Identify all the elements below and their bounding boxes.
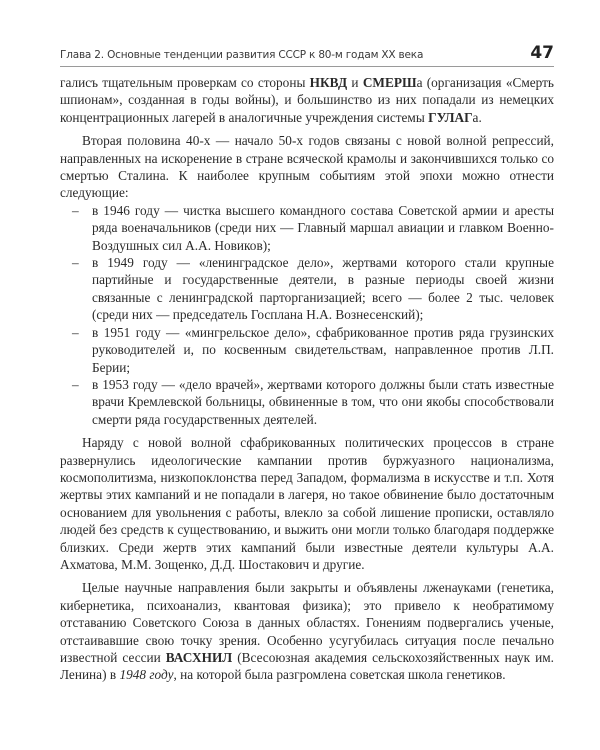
text-run: а.: [472, 109, 482, 125]
term-gulag: ГУЛАГ: [428, 109, 473, 125]
text-run: (Всесоюзная академия сельскохозяйственных наук им. Ленина) в: [60, 650, 554, 683]
list-dash: –: [72, 324, 79, 340]
list-dash: –: [72, 255, 79, 271]
list-item-text: в 1953 году — «дело врачей», жертвами которого должны были стать известные врачи Кремлевской больницы, обвиненные в том, что они якобы способствовали смерти ряда государственных деятелей.: [92, 376, 554, 427]
list-item-text: в 1951 году — «мингрельское дело», сфабрикованное против ряда грузинских руководителей и, по косвенным свидетельствам, направленное против Л.П. Берии;: [92, 324, 554, 375]
paragraph-campaigns: Наряду с новой волной сфабрикованных политических процессов в стране развернулись идеологические кампании против буржуазного национализма, космополитизма, низкопоклонства перед Западом, формализма в искусстве и т.п. Хотя жертвы этих кампаний и не попадали в лагеря, но такое обвинение было достаточным основанием для увольнения с работы, влекло за собой лишение прописки, оставляло людей без средств к существованию, и выжить они могли только благодаря поддержке близких. Среди жертв этих кампаний были известные деятели культуры А.А. Ахматова, М.М. Зощенко, Д.Д. Шостакович и другие.: [60, 435, 554, 572]
text-run: , на которой была разгромлена советская школа генетиков.: [173, 667, 506, 683]
term-vaskhnil: ВАСХНИЛ: [165, 650, 233, 665]
body-text: [60, 74, 554, 684]
year-1948: 1948 году: [119, 667, 174, 683]
paragraph-science: [60, 579, 554, 683]
text-run: а (организация «Смерть шпионам», созданная в годы войны), и большинство из них попадали из немецких концентрационных лагерей в аналогичные учреждения системы: [60, 75, 554, 125]
list-item: [72, 376, 554, 428]
list-dash: –: [72, 202, 79, 218]
term-smersh: СМЕРШ: [362, 75, 417, 90]
paragraph-continued: [60, 74, 554, 126]
list-item: [72, 324, 554, 376]
paragraph-repressions: Вторая половина 40-х — начало 50-х годов связаны с новой волной репрессий, направленных на искоренение в стране всяческой крамолы и закончившихся только со смертью Сталина. К наиболее крупным событиям этой эпохи можно отнести следующие:: [60, 133, 554, 201]
running-header: [60, 40, 554, 67]
term-nkvd: НКВД: [309, 75, 348, 90]
chapter-title: Глава 2. Основные тенденции развития СССР к 80-м годам XX века: [60, 49, 424, 61]
text-run: и: [347, 75, 363, 90]
text-run: галисъ тщательным проверкам со стороны: [60, 75, 310, 90]
list-item: [72, 254, 554, 324]
text-run: Целые научные направления были закрыты и объявлены лженауками (генетика, кибернетика, психоанализ, квантовая физика); это привело к необратимому отставанию Советского Союза в данных областях. Гонениям подвергались ученые, отстаивавшие свою точку зрения. Особенно усугубилась ситуация после печально известной сессии: [60, 580, 554, 665]
list-item: [72, 202, 554, 254]
page-number: 47: [530, 43, 554, 63]
list-item-text: в 1946 году — чистка высшего командного состава Советской армии и аресты ряда военачальников (среди них — Главный маршал авиации и главком Военно-Воздушных сил А.А. Новиков);: [92, 202, 554, 253]
list-item-text: в 1949 году — «ленинградское дело», жертвами которого стали крупные партийные и государственные деятели, в разные периоды своей жизни связанные с ленинградской парторганизацией; всего — более 2 тыс. человек (среди них — председатель Госплана Н.А. Вознесенский);: [92, 255, 554, 323]
list-dash: –: [72, 376, 79, 392]
